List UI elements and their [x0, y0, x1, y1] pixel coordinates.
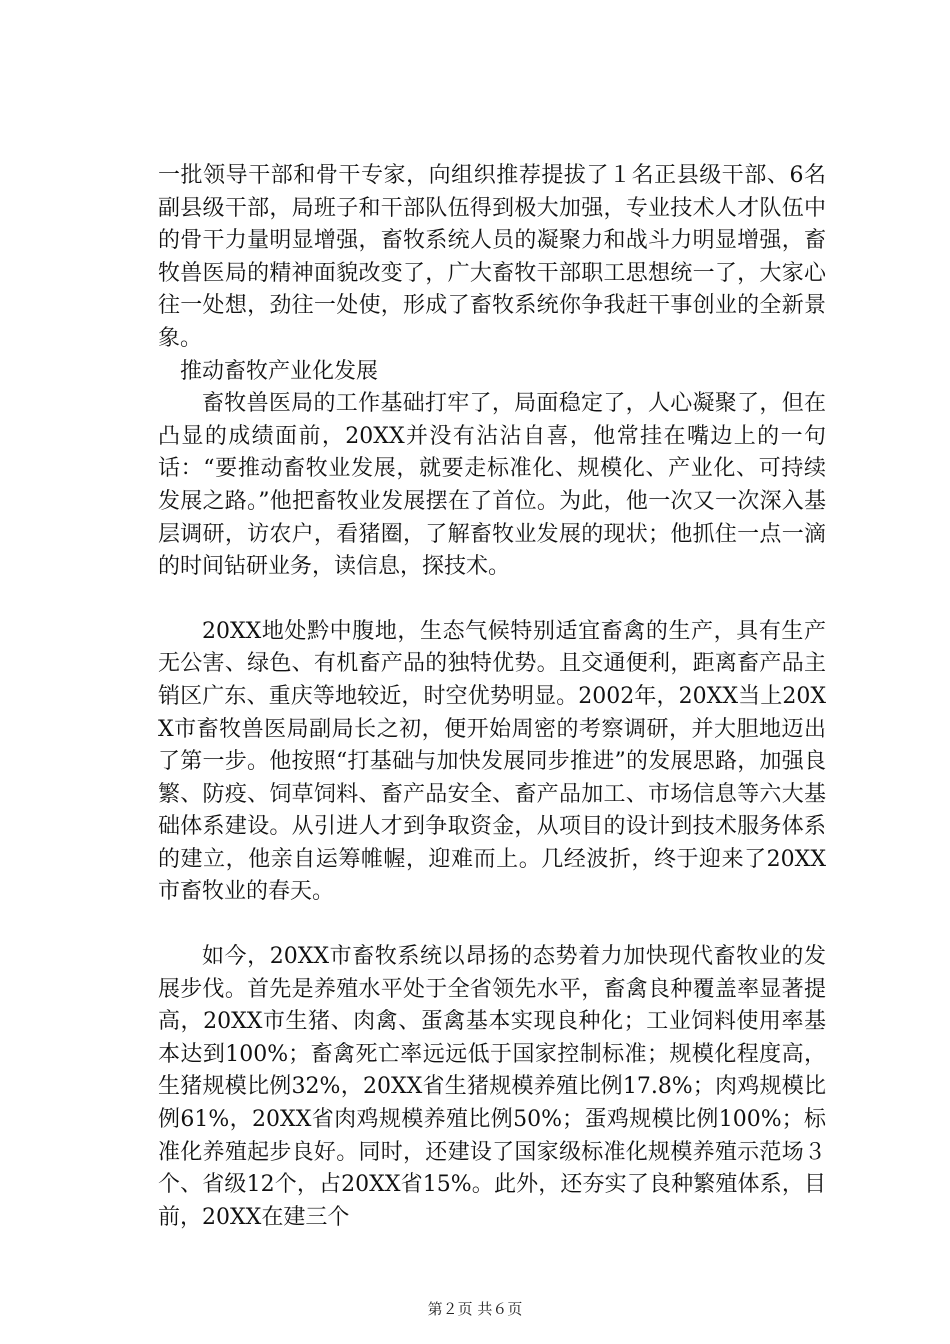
paragraph-location: 20XX地处黔中腹地，生态气候特别适宜畜禽的生产，具有生产无公害、绿色、有机畜产品的独特优势。且交通便利，距离畜产品主销区广东、重庆等地较近，时空优势明显。2002年，20XX当上20XX市畜牧兽医局副局长之初，便开始周密的考察调研，并大胆地迈出了第一步。他按照“打基础与加快发展同步推进”的发展思路，加强良繁、防疫、饲草饲料、畜产品安全、畜产品加工、市场信息等六大基础体系建设。从引进人才到争取资金，从项目的设计到技术服务体系的建立，他亲自运筹帷幄，迎难而上。几经波折，终于迎来了20XX市畜牧业的春天。 — [158, 618, 826, 905]
page-number-footer: 第２页 共６页 — [427, 1300, 523, 1318]
document-body — [158, 160, 826, 1234]
paragraph-cadres: 一批领导干部和骨干专家，向组织推荐提拔了１名正县级干部、6名副县级干部，局班子和干部队伍得到极大加强，专业技术人才队伍中的骨干力量明显增强，畜牧系统人员的凝聚力和战斗力明显增强，畜牧兽医局的精神面貌改变了，广大畜牧干部职工思想统一了，大家心往一处想，劲往一处使，形成了畜牧系统你争我赶干事创业的全新景象。 — [158, 163, 826, 351]
paragraph-current: 如今，20XX市畜牧系统以昂扬的态势着力加快现代畜牧业的发展步伐。首先是养殖水平处于全省领先水平，畜禽良种覆盖率显著提高，20XX市生猪、肉禽、蛋禽基本实现良种化；工业饲料使用率基本达到100%；畜禽死亡率远远低于国家控制标准；规模化程度高，生猪规模比例32%，20XX省生猪规模养殖比例17.8%；肉鸡规模比例61%，20XX省肉鸡规模养殖比例50%；蛋鸡规模比例100%；标准化养殖起步良好。同时，还建设了国家级标准化规模养殖示范场３个、省级12个，占20XX省15%。此外，还夯实了良种繁殖体系，目前，20XX在建三个 — [158, 944, 826, 1230]
section-heading: 推动畜牧产业化发展 — [180, 358, 379, 384]
paragraph-foundation: 畜牧兽医局的工作基础打牢了，局面稳定了，人心凝聚了，但在凸显的成绩面前，20XX并没有沾沾自喜，他常挂在嘴边上的一句话：“要推动畜牧业发展，就要走标准化、规模化、产业化、可持续发展之路。”他把畜牧业发展摆在了首位。为此，他一次又一次深入基层调研，访农户，看猪圈，了解畜牧业发展的现状；他抓住一点一滴的时间钻研业务，读信息，探技术。 — [158, 391, 826, 580]
